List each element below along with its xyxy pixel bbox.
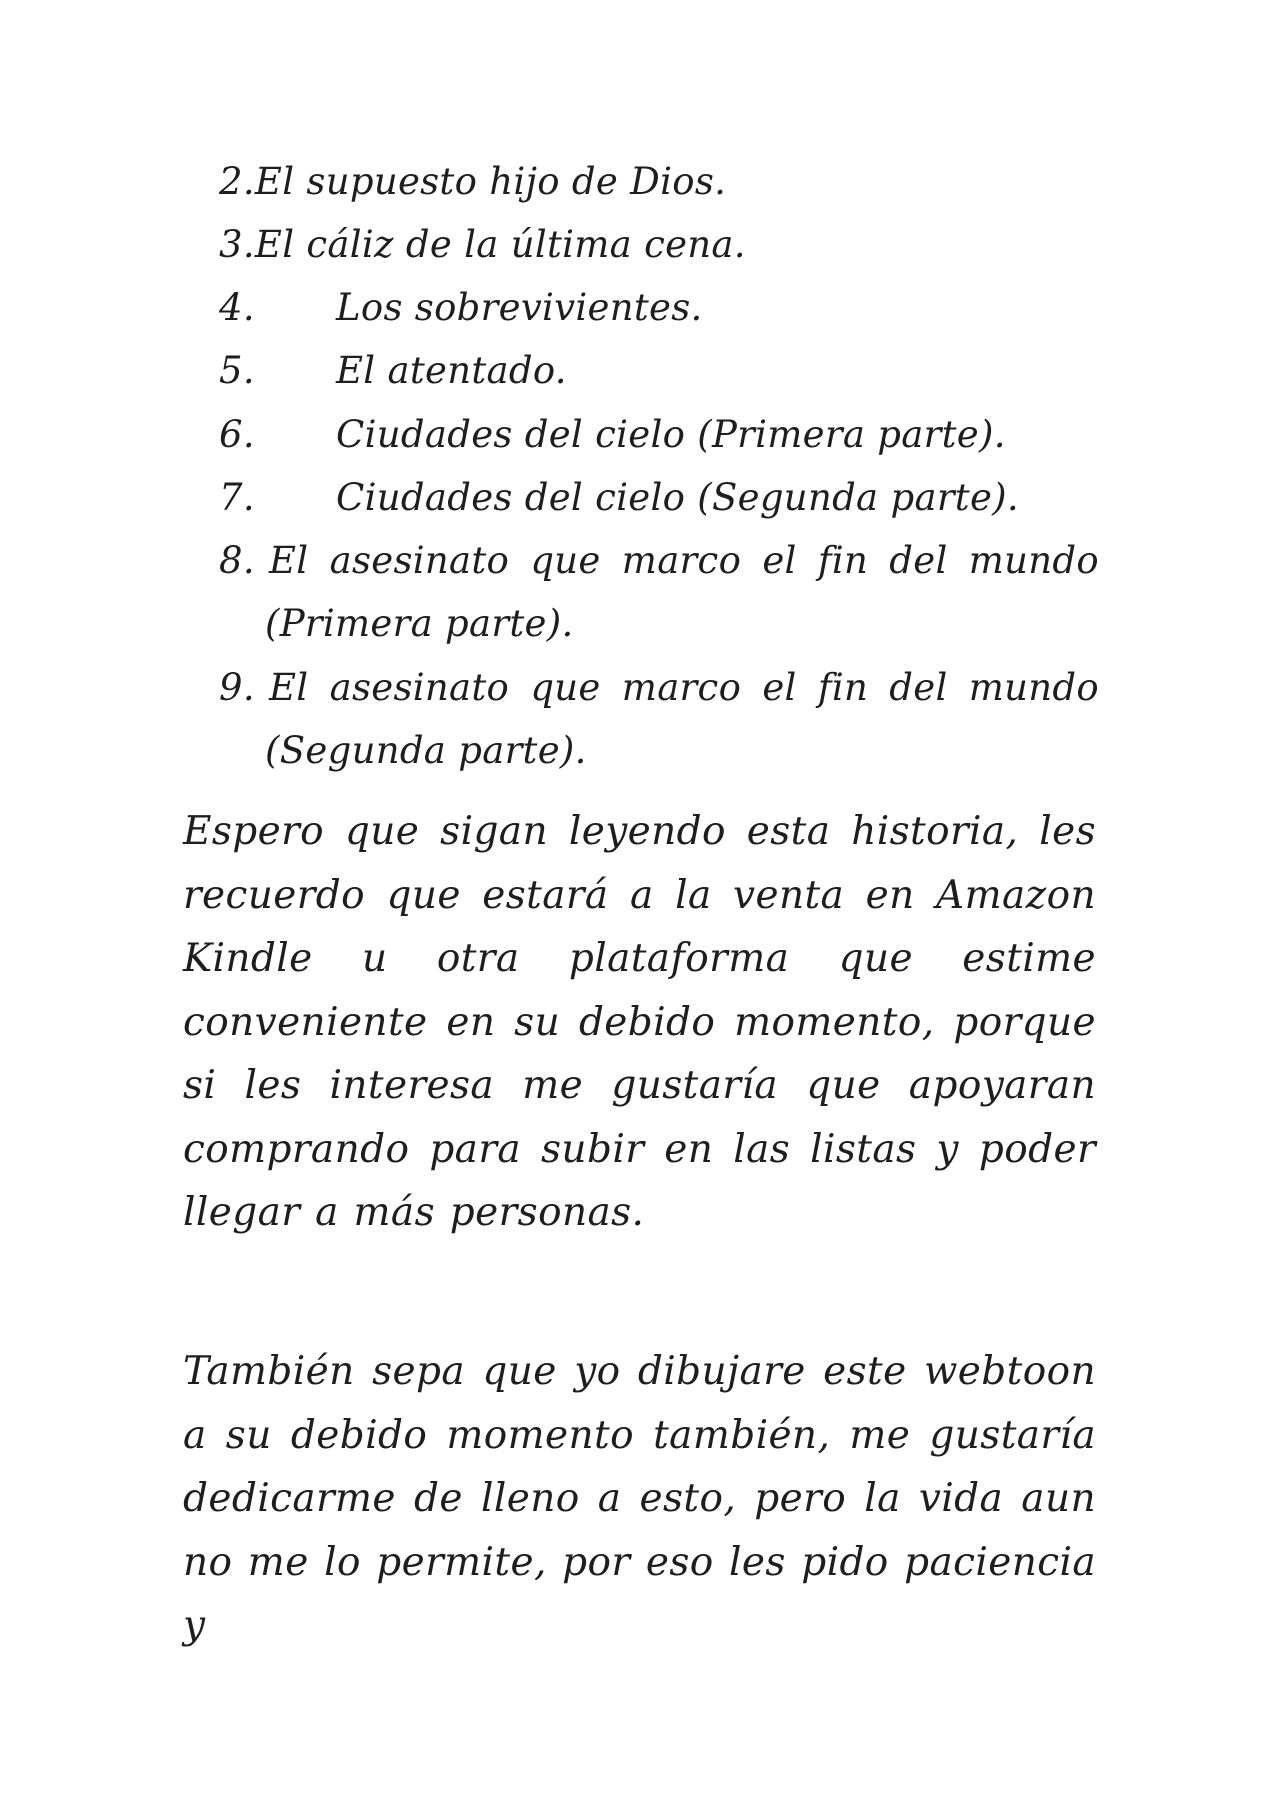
list-item — [219, 411, 1006, 459]
list-item-text: Los sobrevivientes. — [336, 286, 703, 329]
list-item-continuation — [265, 600, 574, 648]
list-item-number: 7. — [219, 476, 255, 519]
list-item-text: El supuesto hijo de Dios. — [254, 160, 727, 203]
list-item-text: Ciudades del cielo (Primera parte). — [336, 413, 1006, 456]
list-item-text: El atentado. — [336, 349, 567, 392]
list-item — [219, 221, 746, 269]
list-item-text: Ciudades del cielo (Segunda parte). — [336, 476, 1019, 519]
list-item — [219, 474, 1019, 522]
list-item — [219, 158, 726, 206]
list-item-text: El asesinato que marco el fin del mundo — [269, 539, 1099, 582]
list-item-text: (Segunda parte). — [265, 729, 587, 772]
list-item-text: (Primera parte). — [265, 602, 574, 645]
list-item-number: 3. — [219, 223, 255, 266]
paragraph: También sepa que yo dibujare este webtoon a su debido momento también, me gustaría dedicarme de lleno a esto, pero la vida aun no me lo permite, por eso les pido paciencia y — [183, 1349, 1096, 1648]
list-item-number: 2. — [219, 160, 255, 203]
list-item — [219, 347, 567, 395]
list-item — [219, 537, 1099, 585]
list-item-number: 4. — [219, 286, 255, 329]
list-item — [219, 284, 703, 332]
paragraph: Espero que sigan leyendo esta historia, les recuerdo que estará a la venta en Amazon Kindle u otra plataforma que estime conveniente en su debido momento, porque si les interesa me gustaría que apoyaran comprando para subir en las listas y poder llegar a más personas. — [183, 809, 1096, 1235]
list-item-number: 8. — [219, 539, 255, 582]
list-item-text: El asesinato que marco el fin del mundo — [269, 666, 1099, 709]
list-item-text: El cáliz de la última cena. — [254, 223, 746, 266]
list-item-number: 6. — [219, 413, 255, 456]
list-item-continuation — [265, 727, 587, 775]
list-item-number: 5. — [219, 349, 255, 392]
list-item — [219, 664, 1099, 712]
list-item-number: 9. — [219, 666, 255, 709]
